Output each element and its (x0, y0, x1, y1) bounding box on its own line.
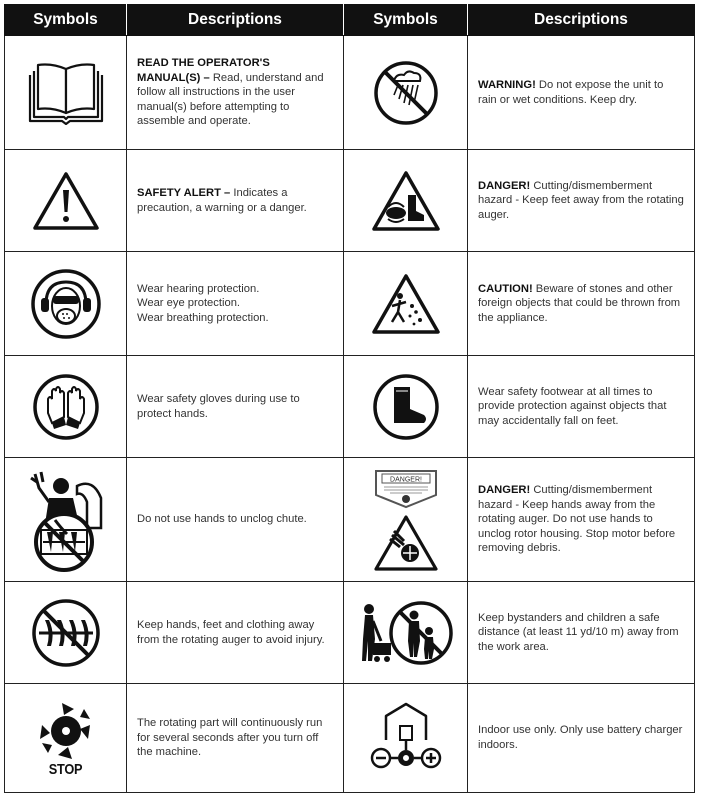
hands-auger-hazard-icon (344, 465, 467, 575)
desc-text: Do not use hands to unclog chute. (137, 513, 307, 526)
symbol-cell (5, 458, 127, 582)
desc-text: The rotating part will continuously run for several seconds after you turn off the machine. (137, 717, 323, 759)
description-cell (468, 150, 695, 252)
desc-text: Read, understand and follow all instructions in the user manual(s) before attempting to assemble and operate. (137, 71, 324, 128)
symbol-cell (344, 150, 468, 252)
table-row (5, 458, 695, 582)
no-rain-icon (344, 59, 467, 127)
rotating-auger-icon (5, 598, 126, 668)
symbol-cell (5, 684, 127, 793)
desc-text: Keep hands, feet and clothing away from the rotating auger to avoid injury. (137, 618, 325, 646)
description-cell (468, 458, 695, 582)
desc-line: Wear breathing protection. (137, 311, 269, 324)
operator-manual-icon (5, 61, 126, 125)
header-descriptions-1: Descriptions (127, 5, 344, 36)
symbol-cell (5, 356, 127, 458)
header-symbols-1: Symbols (5, 5, 127, 36)
desc-bold: WARNING! (478, 78, 536, 91)
description-cell (127, 150, 344, 252)
symbol-cell (344, 36, 468, 150)
description-cell (127, 252, 344, 356)
bystanders-icon (344, 597, 467, 669)
table-row (5, 684, 695, 793)
desc-bold: SAFETY ALERT – (137, 186, 231, 199)
indoor-charger-icon (344, 702, 467, 774)
description-cell (468, 684, 695, 793)
desc-text: Wear safety gloves during use to protect hands. (137, 392, 300, 420)
description-cell (127, 36, 344, 150)
desc-bold: DANGER! (478, 179, 531, 192)
table-row (5, 150, 695, 252)
symbol-cell (344, 252, 468, 356)
feet-auger-hazard-icon (344, 169, 467, 233)
header-descriptions-2: Descriptions (468, 5, 695, 36)
table-row (5, 356, 695, 458)
desc-bold: DANGER! (478, 484, 531, 497)
safety-footwear-icon (344, 373, 467, 441)
symbol-cell (5, 150, 127, 252)
desc-text: Beware of stones and other foreign objects that could be thrown from the appliance. (478, 282, 681, 324)
header-symbols-2: Symbols (344, 5, 468, 36)
description-cell (468, 582, 695, 684)
safety-gloves-icon (5, 373, 126, 441)
desc-text: Cutting/dismemberment hazard - Keep hands away from the rotating auger. Do not use hands to unclog rotor housing. Stop motor before removing debris. (478, 484, 676, 555)
symbol-cell (344, 684, 468, 793)
desc-text: Wear safety footwear at all times to provide protection against objects that may accidentally fall on feet. (478, 385, 667, 427)
thrown-objects-icon (344, 272, 467, 336)
desc-bold: READ THE OPERATOR'S MANUAL(S) – (137, 57, 270, 84)
table-row (5, 36, 695, 150)
danger-label-text: DANGER! (389, 476, 422, 483)
symbols-table (4, 4, 695, 793)
symbol-cell (5, 582, 127, 684)
rotation-stop-icon (5, 699, 126, 778)
desc-bold: CAUTION! (478, 282, 533, 295)
description-cell (127, 684, 344, 793)
symbol-cell (5, 36, 127, 150)
desc-text: Keep bystanders and children a safe distance (at least 11 yd/10 m) away from the work area. (478, 611, 679, 653)
desc-text: Cutting/dismemberment hazard - Keep feet away from the rotating auger. (478, 179, 684, 221)
desc-line: Wear hearing protection. (137, 282, 260, 295)
description-cell (468, 36, 695, 150)
symbol-cell (344, 582, 468, 684)
description-cell (127, 582, 344, 684)
stop-label: STOP (48, 760, 83, 778)
description-cell (468, 252, 695, 356)
table-row (5, 252, 695, 356)
safety-alert-icon (5, 170, 126, 232)
description-cell (468, 356, 695, 458)
no-hands-chute-icon (5, 468, 126, 572)
symbol-cell (344, 458, 468, 582)
desc-text: Indicates a precaution, a warning or a danger. (137, 186, 307, 214)
description-cell (127, 458, 344, 582)
symbol-cell (344, 356, 468, 458)
desc-line: Wear eye protection. (137, 297, 241, 310)
desc-text: Do not expose the unit to rain or wet conditions. Keep dry. (478, 78, 664, 106)
desc-text: Indoor use only. Only use battery charger indoors. (478, 724, 683, 751)
description-cell (127, 356, 344, 458)
table-header-row (5, 5, 695, 36)
protection-gear-icon (5, 268, 126, 340)
table-row (5, 582, 695, 684)
symbol-cell (5, 252, 127, 356)
